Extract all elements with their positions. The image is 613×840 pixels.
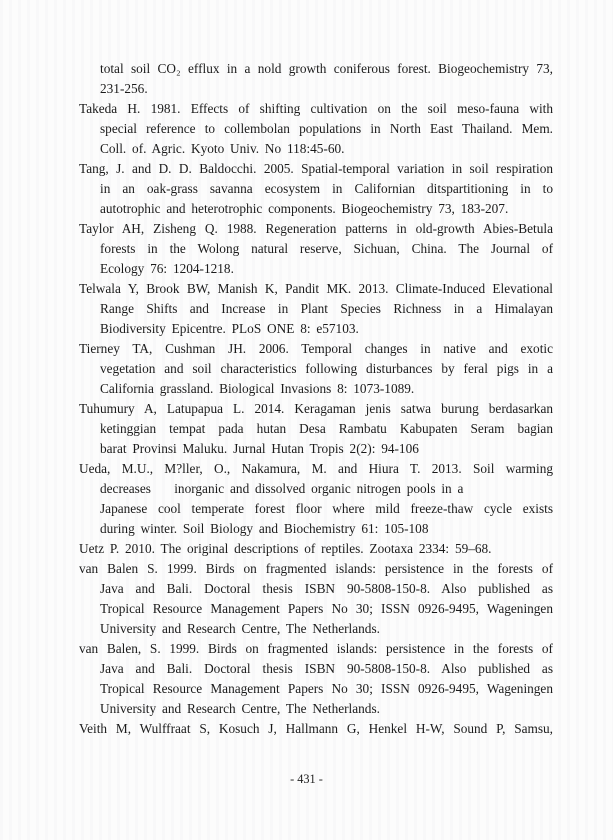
reference-line: University and Research Centre, The Netherlands.	[100, 621, 380, 636]
reference-line: autotrophic and heterotrophic components. Biogeochemistry 73, 183-207.	[100, 201, 509, 216]
reference-line: Tuhumury A, Latupapua L. 2014. Keragaman jenis satwa burung berdasarkan	[79, 401, 553, 416]
reference-line: Telwala Y, Brook BW, Manish K, Pandit MK. 2013. Climate-Induced Elevational	[79, 281, 553, 296]
reference-entry	[79, 99, 553, 159]
reference-entry	[79, 459, 553, 539]
reference-entry	[79, 339, 553, 399]
reference-line: Ecology 76: 1204-1218.	[100, 261, 234, 276]
reference-line: decreases inorganic and dissolved organic nitrogen pools in a	[100, 481, 464, 496]
reference-line: Ueda, M.U., M?ller, O., Nakamura, M. and Hiura T. 2013. Soil warming	[79, 461, 553, 476]
reference-entry	[79, 539, 553, 559]
reference-line: total soil CO₂ efflux in a nold growth coniferous forest. Biogeochemistry 73,	[100, 61, 553, 76]
references-list	[79, 59, 553, 739]
reference-line: Japanese cool temperate forest floor where mild freeze-thaw cycle exists	[100, 501, 553, 516]
reference-line: Tierney TA, Cushman JH. 2006. Temporal changes in native and exotic	[79, 341, 553, 356]
reference-line: van Balen, S. 1999. Birds on fragmented islands: persistence in the forests of	[79, 641, 553, 656]
reference-entry	[79, 59, 553, 99]
reference-line: Coll. of. Agric. Kyoto Univ. No 118:45-60.	[100, 141, 345, 156]
reference-line: Java and Bali. Doctoral thesis ISBN 90-5808-150-8. Also published as	[100, 661, 553, 676]
reference-line: Java and Bali. Doctoral thesis ISBN 90-5808-150-8. Also published as	[100, 581, 553, 596]
reference-line: in an oak-grass savanna ecosystem in Californian ditspartitioning in to	[100, 181, 553, 196]
reference-entry	[79, 279, 553, 339]
reference-line: Tropical Resource Management Papers No 30; ISSN 0926-9495, Wageningen	[100, 601, 553, 616]
reference-line: barat Provinsi Maluku. Jurnal Hutan Tropis 2(2): 94-106	[100, 441, 419, 456]
reference-entry	[79, 159, 553, 219]
reference-line: ketinggian tempat pada hutan Desa Rambatu Kabupaten Seram bagian	[100, 421, 553, 436]
reference-line: Takeda H. 1981. Effects of shifting cultivation on the soil meso-fauna with	[79, 101, 553, 116]
reference-line: Uetz P. 2010. The original descriptions of reptiles. Zootaxa 2334: 59–68.	[79, 541, 492, 556]
reference-line: forests in the Wolong natural reserve, Sichuan, China. The Journal of	[100, 241, 553, 256]
reference-line: Tang, J. and D. D. Baldocchi. 2005. Spatial-temporal variation in soil respiration	[79, 161, 553, 176]
reference-line: Tropical Resource Management Papers No 30; ISSN 0926-9495, Wageningen	[100, 681, 553, 696]
reference-line: van Balen S. 1999. Birds on fragmented islands: persistence in the forests of	[79, 561, 553, 576]
reference-entry	[79, 719, 553, 739]
reference-entry	[79, 399, 553, 459]
page-number: - 431 -	[290, 772, 323, 786]
page-footer	[0, 772, 613, 787]
reference-entry	[79, 559, 553, 639]
reference-line: Taylor AH, Zisheng Q. 1988. Regeneration patterns in old-growth Abies-Betula	[79, 221, 553, 236]
reference-line: California grassland. Biological Invasions 8: 1073-1089.	[100, 381, 415, 396]
reference-line: 231-256.	[100, 81, 148, 96]
reference-entry	[79, 639, 553, 719]
reference-line: Biodiversity Epicentre. PLoS ONE 8: e57103.	[100, 321, 359, 336]
reference-line: University and Research Centre, The Netherlands.	[100, 701, 380, 716]
reference-line: vegetation and soil characteristics following disturbances by feral pigs in a	[100, 361, 553, 376]
reference-line: special reference to collembolan populations in North East Thailand. Mem.	[100, 121, 553, 136]
reference-line: during winter. Soil Biology and Biochemistry 61: 105-108	[100, 521, 429, 536]
reference-entry	[79, 219, 553, 279]
reference-line: Veith M, Wulffraat S, Kosuch J, Hallmann G, Henkel H-W, Sound P, Samsu,	[79, 721, 553, 736]
reference-line: Range Shifts and Increase in Plant Species Richness in a Himalayan	[100, 301, 553, 316]
